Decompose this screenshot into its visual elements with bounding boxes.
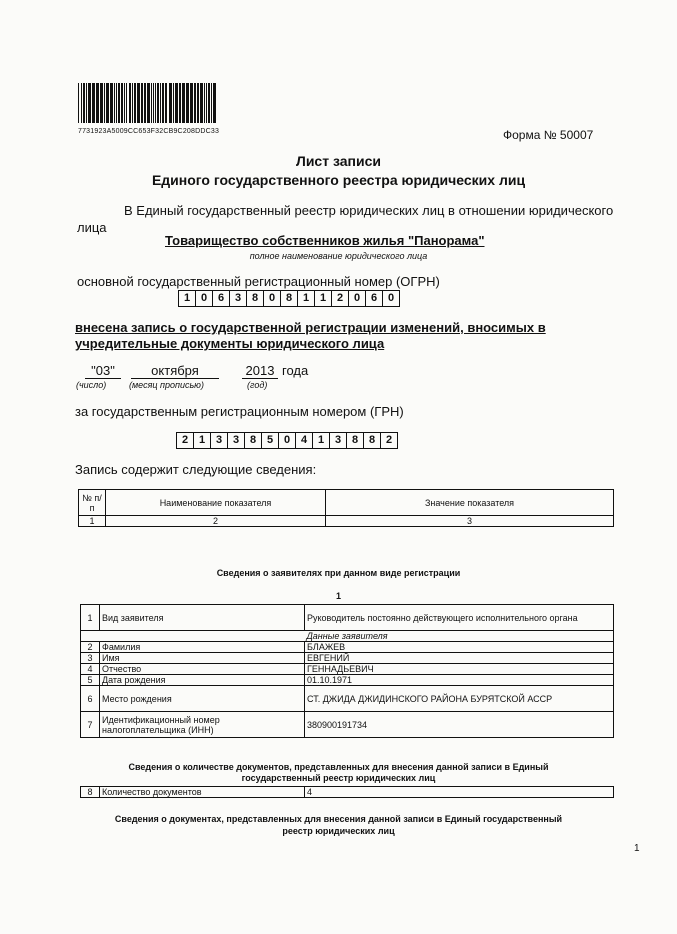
barcode-bar (144, 83, 146, 123)
table-header-value: Значение показателя (326, 490, 614, 516)
row-label: Фамилия (100, 642, 305, 653)
barcode-bar (114, 83, 115, 123)
table-header-number: № п/п (79, 490, 106, 516)
row-value: БЛАЖЕВ (305, 642, 614, 653)
ogrn-digit: 1 (178, 290, 196, 307)
barcode-bar (162, 83, 164, 123)
ogrn-digit: 3 (229, 290, 247, 307)
barcode-bar (173, 83, 174, 123)
grn-digit: 3 (210, 432, 228, 449)
docs-section-title-cont: реестр юридических лиц (282, 826, 395, 836)
barcode-bar (121, 83, 123, 123)
table-row (81, 712, 614, 738)
docs-section-title: Сведения о документах, представленных для внесения данной записи в Единый государственный (114, 814, 563, 824)
row-number: 8 (81, 787, 100, 798)
row-value: 01.10.1971 (305, 675, 614, 686)
ogrn-digit: 8 (246, 290, 264, 307)
grn-digit: 3 (227, 432, 245, 449)
table-row (81, 653, 614, 664)
barcode-bar (116, 83, 117, 123)
ogrn-digit: 8 (280, 290, 298, 307)
barcode-bar (104, 83, 105, 123)
barcode-bar (200, 83, 203, 123)
grn-digit: 2 (380, 432, 398, 449)
date-month: октября (131, 363, 219, 379)
grn-digit: 5 (261, 432, 279, 449)
barcode-bar (88, 83, 91, 123)
barcode-bar (175, 83, 178, 123)
date-month-caption: (месяц прописью) (129, 380, 204, 390)
row-number: 4 (81, 664, 100, 675)
table-cell: 1 (79, 516, 106, 527)
barcode-bar (137, 83, 140, 123)
barcode-bar (186, 83, 189, 123)
barcode-bar (106, 83, 109, 123)
date-day: "03" (85, 363, 121, 379)
grn-digit: 1 (312, 432, 330, 449)
barcode-bar (165, 83, 167, 123)
info-table (78, 489, 614, 527)
document-subtitle: Единого государственного реестра юридических лиц (151, 172, 526, 188)
ogrn-digit-boxes (178, 290, 399, 307)
barcode-bar (126, 83, 127, 123)
table-row (81, 605, 614, 631)
barcode-id: 7731923A5009CC653F32CB9C208DDC33 (78, 128, 220, 135)
barcode-bar (153, 83, 154, 123)
applicants-section-title: Сведения о заявителях при данном виде регистрации (216, 568, 461, 578)
grn-digit-boxes (176, 432, 397, 449)
ogrn-digit: 6 (212, 290, 230, 307)
row-label: Идентификационный номер налогоплательщика (ИНН) (100, 712, 305, 738)
barcode-bar (211, 83, 212, 123)
date-year: 2013 (242, 363, 278, 379)
grn-digit: 4 (295, 432, 313, 449)
barcode-bar (151, 83, 152, 123)
barcode-bar (78, 83, 79, 123)
barcode-bar (194, 83, 196, 123)
barcode-bar (197, 83, 199, 123)
ogrn-digit: 0 (348, 290, 366, 307)
table-row (81, 686, 614, 712)
barcode-bar (190, 83, 193, 123)
form-number: Форма № 50007 (503, 128, 594, 142)
grn-digit: 1 (193, 432, 211, 449)
ogrn-digit: 0 (263, 290, 281, 307)
grn-digit: 3 (329, 432, 347, 449)
barcode-bar (206, 83, 207, 123)
barcode-bar (141, 83, 143, 123)
date-year-word: года (282, 363, 309, 378)
grn-digit: 0 (278, 432, 296, 449)
date-day-caption: (число) (76, 380, 107, 390)
barcode-bar (169, 83, 172, 123)
table-row (81, 787, 614, 798)
intro-text: В Единый государственный реестр юридических лиц в отношении юридического (124, 203, 614, 218)
docs-count-section-title: Сведения о количестве документов, представленных для внесения данной записи в Единый (128, 762, 549, 772)
barcode-bar (213, 83, 216, 123)
document-title: Лист записи (296, 153, 381, 169)
row-value: ГЕННАДЬЕВИЧ (305, 664, 614, 675)
row-label: Отчество (100, 664, 305, 675)
applicants-table (80, 604, 614, 738)
barcode-bar (86, 83, 87, 123)
row-number: 2 (81, 642, 100, 653)
barcode-bar (100, 83, 103, 123)
barcode-bar (83, 83, 85, 123)
grn-digit: 8 (244, 432, 262, 449)
row-value: Руководитель постоянно действующего исполнительного органа (305, 605, 614, 631)
ogrn-digit: 6 (365, 290, 383, 307)
table-row (81, 631, 614, 642)
date-year-caption: (год) (247, 380, 268, 390)
ogrn-digit: 0 (382, 290, 400, 307)
row-label: Количество документов (100, 787, 305, 798)
table-cell: 3 (326, 516, 614, 527)
ogrn-digit: 2 (331, 290, 349, 307)
barcode-bar (124, 83, 125, 123)
row-number: 5 (81, 675, 100, 686)
barcode-bar (132, 83, 133, 123)
barcode-bar (179, 83, 181, 123)
applicants-page-number: 1 (335, 591, 341, 601)
barcode-image (78, 83, 218, 123)
row-number: 7 (81, 712, 100, 738)
barcode-bar (160, 83, 161, 123)
grn-digit: 8 (363, 432, 381, 449)
row-label: Вид заявителя (100, 605, 305, 631)
row-label: Место рождения (100, 686, 305, 712)
ogrn-digit: 1 (297, 290, 315, 307)
entry-statement: внесена запись о государственной регистрации изменений, вносимых в (75, 320, 546, 335)
intro-text-cont: лица (77, 220, 107, 235)
barcode-bar (92, 83, 95, 123)
barcode-bar (118, 83, 120, 123)
barcode-bar (96, 83, 99, 123)
ogrn-digit: 1 (314, 290, 332, 307)
row-value: 380900191734 (305, 712, 614, 738)
barcode-bar (208, 83, 210, 123)
table-cell: 2 (106, 516, 326, 527)
grn-digit: 8 (346, 432, 364, 449)
barcode-bar (110, 83, 113, 123)
table-header-name: Наименование показателя (106, 490, 326, 516)
ogrn-digit: 0 (195, 290, 213, 307)
table-row (81, 642, 614, 653)
barcode-bar (134, 83, 136, 123)
row-value: ЕВГЕНИЙ (305, 653, 614, 664)
barcode-bar (157, 83, 159, 123)
docs-count-table (80, 786, 614, 798)
barcode-bar (155, 83, 156, 123)
grn-digit: 2 (176, 432, 194, 449)
table-row (81, 664, 614, 675)
row-number: 3 (81, 653, 100, 664)
row-label: Дата рождения (100, 675, 305, 686)
contains-label: Запись содержит следующие сведения: (75, 462, 317, 477)
entry-statement-cont: учредительные документы юридического лица (75, 336, 385, 351)
org-name-caption: полное наименование юридического лица (249, 251, 428, 261)
barcode-bar (147, 83, 150, 123)
row-number: 1 (81, 605, 100, 631)
barcode-bar (129, 83, 131, 123)
docs-count-section-title-cont: государственный реестр юридических лиц (241, 773, 436, 783)
barcode-bar (204, 83, 205, 123)
row-label: Имя (100, 653, 305, 664)
row-value: СТ. ДЖИДА ДЖИДИНСКОГО РАЙОНА БУРЯТСКОЙ АССР (305, 686, 614, 712)
org-name: Товарищество собственников жилья "Панорама" (165, 233, 485, 248)
page-number: 1 (634, 843, 640, 854)
table-row (81, 675, 614, 686)
barcode-bar (182, 83, 185, 123)
applicant-data-subheader: Данные заявителя (81, 631, 614, 642)
ogrn-label: основной государственный регистрационный номер (ОГРН) (77, 274, 440, 289)
grn-label: за государственным регистрационным номером (ГРН) (75, 404, 404, 419)
row-number: 6 (81, 686, 100, 712)
row-value: 4 (305, 787, 614, 798)
barcode-bar (81, 83, 82, 123)
